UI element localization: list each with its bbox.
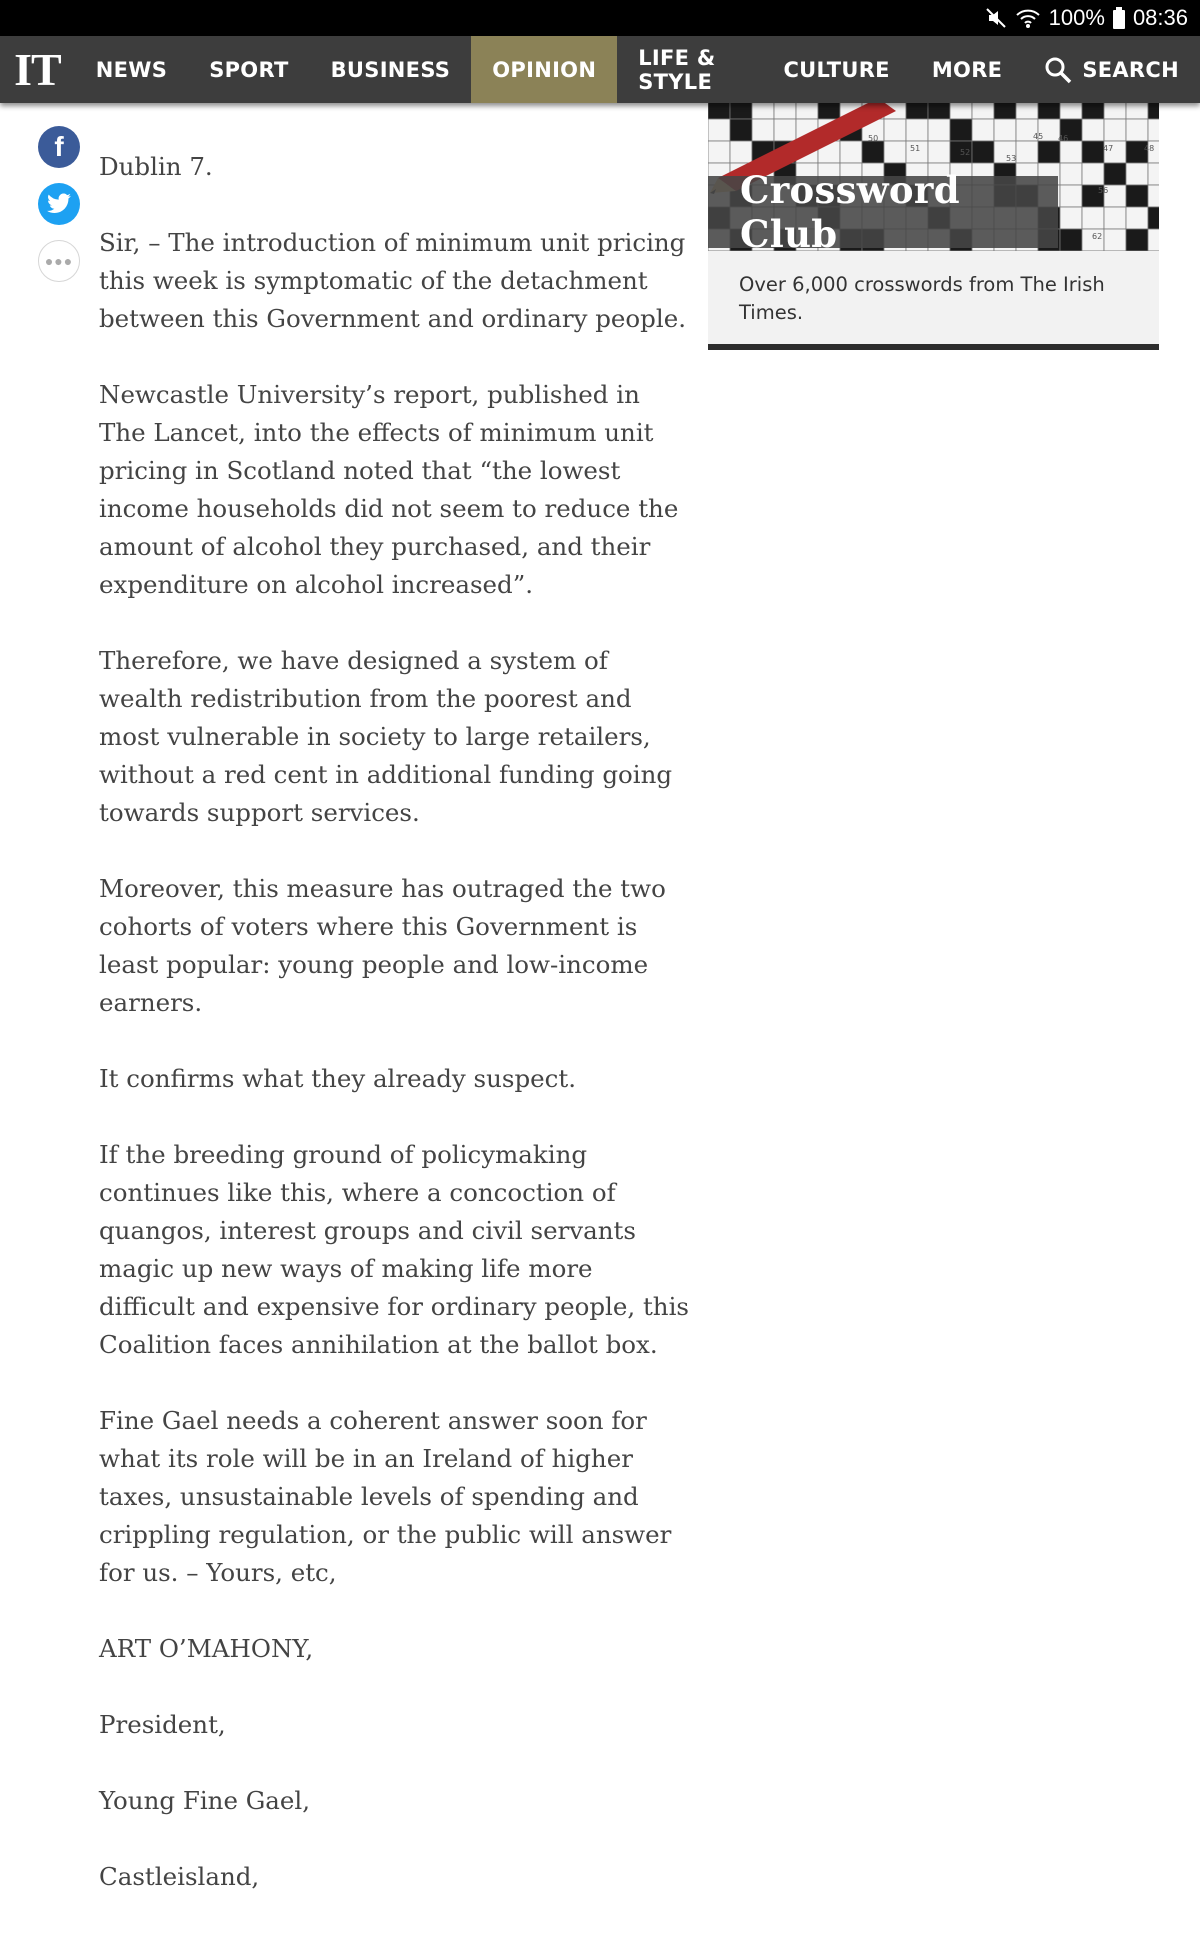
grid-cell [1082,141,1104,163]
clock: 08:36 [1132,5,1188,30]
article-paragraph: Fine Gael needs a coherent answer soon for what its role will be in an Ireland of higher taxes, unsustainable levels of spending and crippling regulation, or the public will answer for us. – Yours, etc, [99,1406,672,1587]
signature-line: Young Fine Gael, [99,1786,311,1815]
grid-cell [906,103,928,119]
main-nav [0,36,1200,103]
grid-number: 45 [1033,132,1044,141]
grid-cell [1104,163,1126,185]
grid-cell [730,141,752,163]
grid-cell [928,103,950,119]
article-paragraph: Moreover, this measure has outraged the two cohorts of voters where this Government is least popular: young people and low-income earners. [99,874,666,1017]
grid-cell [1148,207,1159,229]
grid-number: 56 [1098,186,1109,195]
grid-cell [928,119,950,141]
grid-cell [730,119,752,141]
grid-cell [840,141,862,163]
crossword-club-promo[interactable] [708,103,1159,350]
share-bar [38,126,80,297]
grid-cell [950,119,972,141]
grid-cell [1148,185,1159,207]
grid-cell [972,103,994,119]
grid-cell [906,119,928,141]
grid-number: 52 [960,148,971,157]
grid-cell [1016,103,1038,119]
grid-cell [1082,163,1104,185]
grid-cell [818,103,840,119]
grid-cell [752,103,774,119]
grid-cell [1104,229,1126,251]
crossword-image [708,103,1159,251]
grid-cell [708,119,730,141]
grid-cell [972,141,994,163]
grid-cell [708,103,730,119]
signature-line: President, [99,1710,226,1739]
more-icon[interactable]: ●●● [38,240,80,282]
grid-cell [708,141,730,163]
grid-number: 51 [910,144,921,153]
article-paragraph: Therefore, we have designed a system of wealth redistribution from the poorest and most vulnerable in society to large retailers, without a red cent in additional funding going towards support services. [99,646,673,827]
grid-cell [1148,103,1159,119]
grid-number: 50 [868,134,879,143]
facebook-icon[interactable]: f [38,126,80,168]
grid-cell [1104,207,1126,229]
grid-cell [1126,185,1148,207]
grid-cell [1126,163,1148,185]
grid-cell [972,119,994,141]
article-paragraph: Newcastle University’s report, published in The Lancet, into the effects of minimum unit pricing in Scotland noted that “the lowest income households did not seem to reduce the amount of alcohol they purchased, and their expenditure on alcohol increased”. [99,380,679,599]
grid-cell [1148,119,1159,141]
grid-cell [752,119,774,141]
grid-cell [1060,229,1082,251]
grid-number: 53 [1006,154,1017,163]
article-paragraph: If the breeding ground of policymaking continues like this, where a concoction of quangos, interest groups and civil servants magic up new ways of making life more difficult and expensive for ordinary people, this Coalition faces annihilation at the ballot box. [99,1140,689,1359]
grid-cell [1060,103,1082,119]
grid-cell [1148,163,1159,185]
grid-cell [774,103,796,119]
status-bar [0,0,1200,36]
signature-name: ART O’MAHONY, [99,1634,314,1663]
grid-number: 48 [1144,144,1155,153]
grid-number: 47 [1103,144,1114,153]
grid-cell [1016,141,1038,163]
wifi-icon [1015,7,1041,29]
article-body [99,148,689,1934]
nav-item-life-style[interactable]: LIFE & STYLE [638,45,716,94]
grid-cell [1104,119,1126,141]
grid-cell [928,141,950,163]
mute-icon [985,7,1007,29]
grid-cell [1060,141,1082,163]
grid-cell [1126,229,1148,251]
grid-cell [862,141,884,163]
grid-cell [1082,103,1104,119]
battery-percent: 100% [1048,5,1105,30]
article-paragraph: Sir, – The introduction of minimum unit pricing this week is symptomatic of the detachment between this Government and ordinary people. [99,228,686,333]
search-icon [1044,56,1072,84]
nav-item-culture[interactable]: CULTURE [783,57,890,82]
promo-title: Crossword Club [708,176,1058,248]
grid-cell [1126,119,1148,141]
grid-cell [884,141,906,163]
grid-cell [1038,103,1060,119]
grid-cell [730,103,752,119]
grid-cell [1082,207,1104,229]
grid-cell [1104,103,1126,119]
grid-cell [1060,207,1082,229]
grid-cell [1126,103,1148,119]
grid-number: 46 [1058,134,1069,143]
nav-item-opinion[interactable]: OPINION [471,36,617,103]
grid-cell [1060,185,1082,207]
grid-cell [994,119,1016,141]
grid-cell [1082,119,1104,141]
grid-cell [774,119,796,141]
search-label: SEARCH [1082,57,1179,82]
grid-cell [950,103,972,119]
search-button[interactable] [1023,36,1200,103]
grid-number: 62 [1092,232,1103,241]
nav-item-more[interactable]: MORE [931,57,1003,82]
nav-item-news[interactable]: NEWS [95,57,168,82]
grid-cell [796,103,818,119]
nav-item-business[interactable]: BUSINESS [330,57,451,82]
site-logo[interactable]: IT [14,44,61,95]
signature-line: Castleisland, [99,1862,260,1891]
promo-description: Over 6,000 crosswords from The Irish Times. [739,273,1105,324]
article-paragraph: It confirms what they already suspect. [99,1064,576,1093]
twitter-icon[interactable] [38,183,80,225]
article-paragraph: Dublin 7. [99,152,213,181]
grid-cell [1060,163,1082,185]
battery-icon [1113,7,1125,29]
grid-cell [994,103,1016,119]
grid-cell [884,119,906,141]
grid-cell [1126,207,1148,229]
nav-item-sport[interactable]: SPORT [209,57,289,82]
grid-cell [1038,141,1060,163]
grid-cell [1148,229,1159,251]
